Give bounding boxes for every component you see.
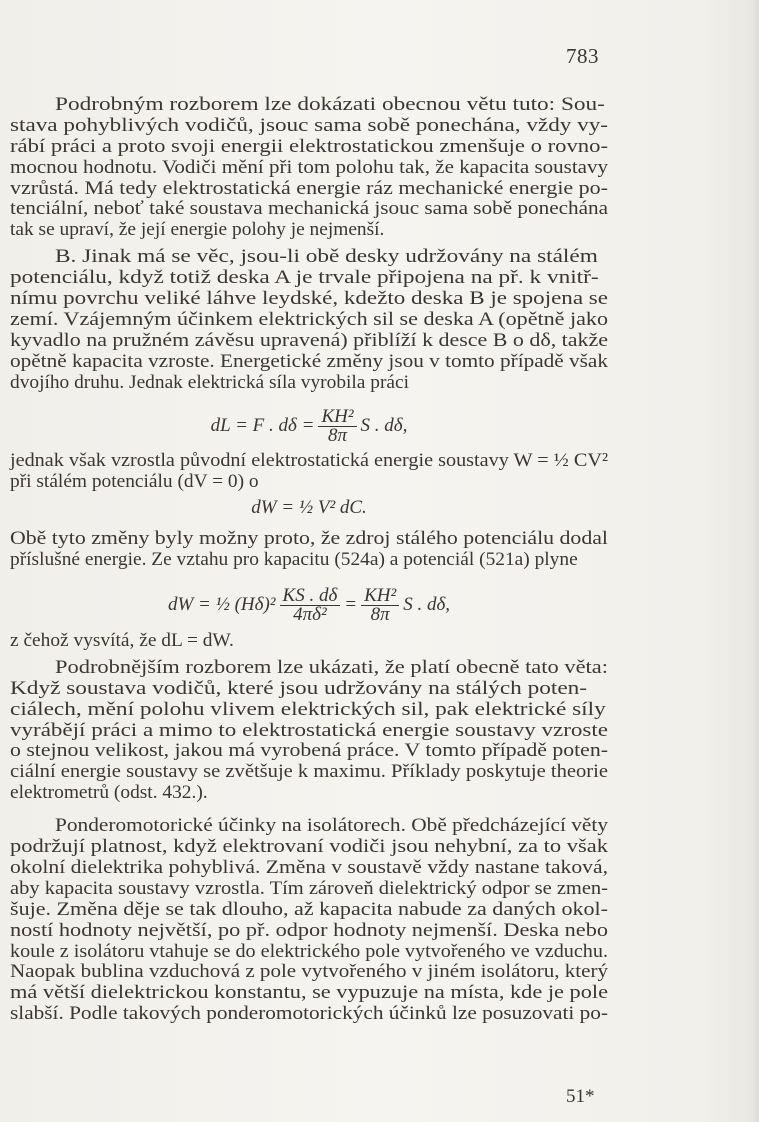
text-line: z čehož vysvítá, že dL = dW. <box>10 630 234 652</box>
text-line: Naopak bublina vzduchová z pole vytvořeného v jiném isolátoru, který <box>10 961 608 983</box>
text-line: Obě tyto změny byly možny proto, že zdroj stálého potenciálu dodal <box>10 528 608 550</box>
text-line: mocnou hodnotu. Vodiči mění při tom polohu tak, že kapacita soustavy <box>10 156 608 178</box>
text-line: tenciální, neboť také soustava mechanická jsouc sama sobě ponechána <box>10 198 608 220</box>
text-line: tak se upraví, že její energie polohy je nejmenší. <box>10 219 385 241</box>
text-line: jednak však vzrostla původní elektrostatická energie soustavy W = ½ CV² <box>10 450 608 472</box>
page-number: 783 <box>566 44 599 68</box>
text-line: vyrábějí práci a mimo to elektrostatická energie soustavy vzroste <box>10 719 608 741</box>
text-line: má větší dielektrickou konstantu, se vypuzuje na místa, kde je pole <box>10 982 608 1004</box>
paragraph-4 <box>10 529 608 571</box>
text-line: aby kapacita soustavy vzrostla. Tím zároveň dielektrický odpor se zmen- <box>10 877 608 899</box>
paragraph-7 <box>10 816 608 1025</box>
text-line: opětně kapacita vzroste. Energetické změny jsou v tomto případě však <box>10 350 608 372</box>
text-line: nímu povrchu veliké láhve leydské, kdežto deska B je spojena se <box>10 288 608 310</box>
text-line: okolní dielektrika pohyblivá. Změna v soustavě vždy nastane taková, <box>10 856 608 878</box>
equation-work: dL = F . dδ = $\frac{\text{KH²}}{8\pi}$ S . dδ, <box>210 405 408 446</box>
equation-energy-change: dW = ½ V² dC. <box>251 496 367 518</box>
text-line: stava pohyblivých vodičů, jsouc sama sobě ponechána, vždy vy- <box>10 114 608 136</box>
text-line: ností hodnoty největší, po př. odpor hodnoty nejmenší. Deska nebo <box>10 919 608 941</box>
text-line: B. Jinak má se věc, jsou-li obě desky udržovány na stálém <box>55 246 598 268</box>
text-line: vzrůstá. Má tedy elektrostatická energie ráz mechanické energie po- <box>10 177 608 199</box>
paragraph-2 <box>10 247 608 393</box>
text-line: zemí. Vzájemným účinkem elektrických sil se deska A (opětně jako <box>10 308 608 330</box>
text-line: ciální energie soustavy se zvětšuje k maximu. Příklady poskytuje theorie <box>10 761 608 783</box>
fraction: $\frac{KS . d\delta}{\text{4πδ²}}$ <box>280 587 341 624</box>
paragraph-5 <box>10 631 608 652</box>
text-line: Když soustava vodičů, které jsou udržovány na stálých poten- <box>10 677 588 699</box>
signature-mark: 51* <box>566 1086 595 1107</box>
equation-energy-derivation: dW = ½ (Hδ)² $\frac{KS . d\delta}{\text{4πδ²}}$ = $\frac{\text{KH²}}{8\pi}$ S . dδ, <box>167 584 451 625</box>
text-line: slabší. Podle takových ponderomotorických účinků lze posuzovati po- <box>10 1003 608 1025</box>
text-line: koule z isolátoru vtahuje se do elektrického pole vytvořeného ve vzduchu. <box>10 940 608 962</box>
fraction: $\frac{\text{KH²}}{8\pi}$ <box>318 408 356 445</box>
text-line: podržují platnost, když elektrovaní vodiči jsou nehybní, za to však <box>10 836 608 858</box>
text-line: o stejnou velikost, jakou má vyrobená práce. V tomto případě poten- <box>10 740 608 762</box>
text-line: dvojího druhu. Jednak elektrická síla vyrobila práci <box>10 371 410 393</box>
text-line: Podrobnějším rozborem lze ukázati, že platí obecně tato věta: <box>55 656 608 678</box>
text-line: ciálech, mění polohu vlivem elektrických sil, pak elektrické síly <box>10 698 606 720</box>
text-line: při stálém potenciálu (dV = 0) o <box>10 471 259 493</box>
text-line: Podrobným rozborem lze dokázati obecnou větu tuto: Sou- <box>55 94 605 115</box>
text-line: kyvadlo na pružném závěsu upravená) přiblíží k desce B o dδ, takže <box>10 329 608 351</box>
text-line: elektrometrů (odst. 432.). <box>10 782 208 804</box>
body-text <box>10 95 608 1025</box>
page-edge-shadow <box>751 0 759 1122</box>
text-line: příslušné energie. Ze vztahu pro kapacitu (524a) a potenciál (521a) plyne <box>10 549 578 571</box>
text-line: Ponderomotorické účinky na isolátorech. Obě předcházející věty <box>55 815 608 837</box>
text-line: potenciálu, když totiž deska A je trvale připojena na př. k vnitř- <box>10 267 599 289</box>
paragraph-6 <box>10 658 608 804</box>
text-line: šuje. Změna děje se tak dlouho, až kapacita nabude za daných okol- <box>10 898 608 920</box>
fraction: $\frac{\text{KH²}}{8\pi}$ <box>361 587 399 624</box>
paragraph-3 <box>10 451 608 493</box>
paragraph-1 <box>10 95 608 241</box>
text-line: rábí práci a proto svoji energii elektrostatickou zmenšuje o rovno- <box>10 135 608 157</box>
